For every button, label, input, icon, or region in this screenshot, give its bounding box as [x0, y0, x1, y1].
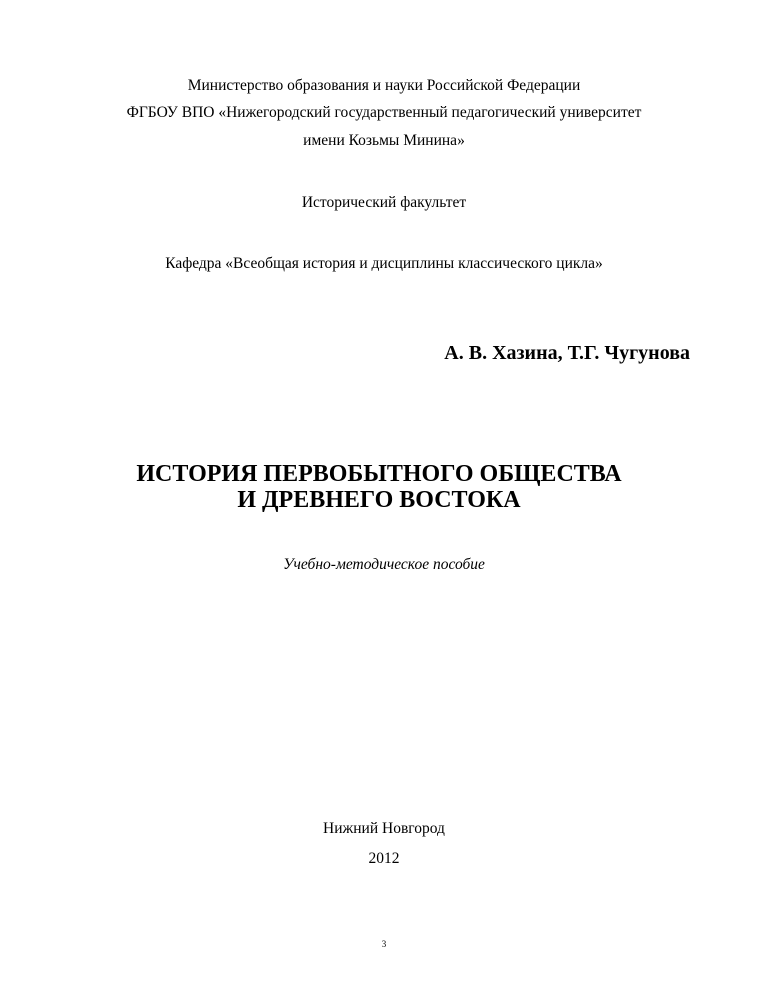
university-line-1: ФГБОУ ВПО «Нижегородский государственный педагогический университет	[126, 104, 642, 121]
book-title-line-2: И ДРЕВНЕГО ВОСТОКА	[237, 487, 521, 513]
imprint-city: Нижний Новгород	[323, 820, 445, 837]
page-number: 3	[381, 939, 387, 949]
department-line: Кафедра «Всеобщая история и дисциплины классического цикла»	[165, 255, 603, 272]
university-line-2: имени Козьмы Минина»	[303, 132, 465, 149]
faculty-line: Исторический факультет	[301, 194, 467, 211]
book-title-line-1: ИСТОРИЯ ПЕРВОБЫТНОГО ОБЩЕСТВА	[136, 461, 622, 487]
book-subtitle: Учебно-методическое пособие	[283, 556, 485, 573]
authors: А. В. Хазина, Т.Г. Чугунова	[444, 342, 690, 364]
ministry-line: Министерство образования и науки Российской Федерации	[187, 77, 581, 94]
imprint-year: 2012	[368, 850, 400, 867]
